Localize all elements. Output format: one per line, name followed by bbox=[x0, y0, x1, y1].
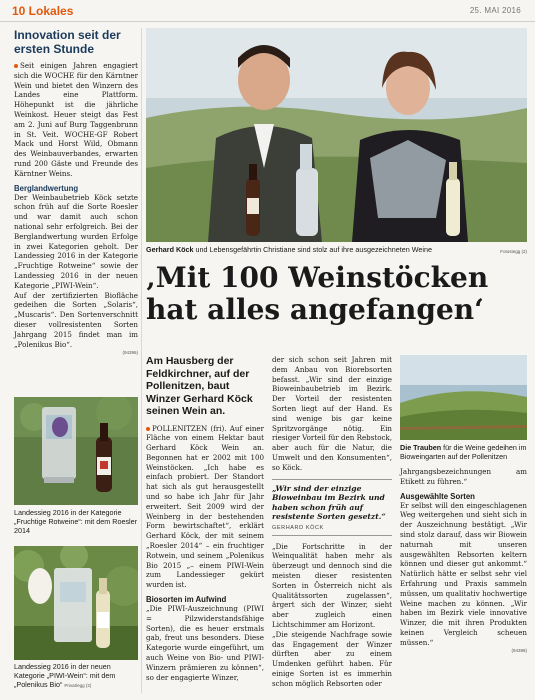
sidebar-intro-text: Seit einigen Jahren engagiert sich die WOCHE für den Kärntner Wein und bietet den Winzern des Landes eine Plattform. Höhepunkt ist die jährliche Weinkost. Heuer steigt das Fest am 2. Juni auf Burg Taggenbrunn in St. Veit. WOCHE-GF Robert Mack und Horst Wild, Obmann des Weinbauverbandes, erwarten rund 200 Gäste und Freunde des Kärntner Weins. bbox=[14, 61, 138, 178]
article-c3p2: Er selbst will den eingeschlagenen Weg weitergehen und sieht sich in der Auszeichnung bestätigt. „Wir sind stolz darauf, dass wir Biowein naturnah mit unseren ausgewählten Rebsorten keltern können und dieser gut ankommt.“ Natürlich hätte er selbst sehr viel Erfahrung und Praxis sammeln müssen, um qualitativ hochwertige Weine machen zu können. „Wir haben im Bezirk viele innovative Winzer, die mit ihren Produkten keinen Vergleich scheuen müssen.“ bbox=[400, 500, 527, 647]
pull-quote-author: GERHARD KÖCK bbox=[272, 524, 324, 531]
article-column-2 bbox=[272, 355, 392, 689]
grapes-caption bbox=[400, 443, 527, 461]
photo-piwi bbox=[14, 546, 138, 660]
photo-piwi-credit: Privat/egg (2) bbox=[64, 683, 92, 688]
wine-award-photo bbox=[14, 397, 138, 505]
section-title: 10 Lokales bbox=[12, 4, 74, 18]
article-subheading-1: Biosorten im Aufwind bbox=[146, 595, 227, 605]
piwi-award-photo bbox=[14, 546, 138, 660]
column-divider bbox=[141, 28, 142, 693]
article-c2p2: „Die Fortschritte in der Weinqualität haben mehr als überzeugt und dennoch sind die meisten dieser resistenten Sorten in Österreich nicht als Qualitätssorten zugelassen“, ärgert sich der Winzer, sieht aber zugleich einen Lichtschimmer am Horizont. bbox=[272, 541, 392, 629]
article-column-1 bbox=[146, 355, 264, 682]
page-header bbox=[0, 0, 535, 22]
article-c1p1-text: POLLENITZEN (fri). Auf einer Fläche von einem Hektar baut Gerhard Köck Wein an. Begonnen hat er 2002 mit 100 Weinstöcken. „Ich habe es einfach probiert. Der Standort hat sich als gut herausgestellt und so habe ich Jahr für Jahr erweitert. Seit 2009 wird der Weinberg in der bestehenden Form bewirtschaftet“, erklärt Gerhard Köck, der mit seinem „Roesler 2014“ – ein fruchtiger Rotwein, und seinem „Polenikus Bio 2015 „– einem PIWI-Wein zum Landessieger gekürt wurden ist. bbox=[146, 423, 264, 590]
article-lead: Am Hausberg der Feldkirchner, auf der Pollenitzen, baut Winzer Gerhard Köck seinen Wein an. bbox=[146, 355, 253, 417]
main-photo bbox=[146, 28, 527, 242]
photo-piwi-caption bbox=[14, 662, 138, 690]
sidebar-subheading: Berglandwertung bbox=[14, 183, 79, 193]
bullet-icon bbox=[14, 64, 18, 68]
article-c2p3: „Die steigende Nachfrage sowie das Engagement der Winzer dürften aber zu einem Umdenken geführt haben. Für einige Sorten ist es immerhin schon möglich Rebsorten oder bbox=[272, 629, 392, 688]
couple-portrait-photo bbox=[146, 28, 527, 242]
sidebar-paragraph-2: Auf der zertifizierten Biofläche gedeihen die Sorten „Solaris“, „Muscaris“. Den Sortenverschnitt dieser vollresistenten Sorten Jahrgang 2015 findet man im „Polenikus Bio“. bbox=[14, 290, 138, 349]
article-subheading-2: Ausgewählte Sorten bbox=[400, 491, 475, 501]
main-photo-credit: Fotostegg (2) bbox=[500, 249, 527, 254]
sidebar-title: Innovation seit der ersten Stunde bbox=[14, 28, 121, 56]
main-photo-caption-name: Gerhard Köck bbox=[146, 245, 194, 254]
article-c1p1 bbox=[146, 424, 264, 591]
article-c2p1: der sich schon seit Jahren mit dem Anbau von Biorebsorten befasst. „Wir sind der einzige Bioweinbaubetrieb im Bezirk. Der Vorteil der resistenten Sorten liegt auf der Hand. Es sind wenige bis gar keine Spritzvorgänge nötig. Ein riesiger Vorteil für den Rebstock, aber auch für die Natur, die Umwelt und den Konsumenten“, so Köck. bbox=[272, 355, 392, 472]
article-column-3 bbox=[400, 355, 527, 653]
sidebar-credit: (94396) bbox=[122, 350, 138, 356]
article-credit: (94398) bbox=[511, 647, 527, 653]
pull-quote bbox=[272, 479, 392, 536]
sidebar-intro bbox=[14, 61, 138, 179]
grapes-caption-text: für die Weine gedeihen im Bioweingarten auf der Pollenitzen bbox=[400, 443, 527, 461]
article-c1p2: „Die PIWI-Auszeichnung (PIWI = Pilzwiderstandsfähige Sorten), die es heuer erstmals gab, freut uns besonders. Diese Kategorie wurde eingeführt, um auch Weine von Bio- und PIWI-Winzern prämieren zu können“, so der engagierte Winzer, bbox=[146, 604, 264, 682]
article-c3p1: Jahrgangsbezeichnungen am Etikett zu führen.“ bbox=[400, 467, 527, 486]
photo-rotwein-caption: Landessieg 2016 in der Kategorie „Fruchtige Rotweine“: mit dem Roesler 2014 bbox=[14, 508, 138, 535]
main-photo-caption-text: und Lebensgefährtin Christiane sind stolz auf ihre ausgezeichneten Weine bbox=[193, 245, 432, 254]
issue-date: 25. MAI 2016 bbox=[469, 6, 521, 15]
grapes-photo bbox=[400, 355, 527, 440]
pull-quote-text: „Wir sind der einzige Bioweinbau im Bezirk und haben schon früh auf resistente Sorten gesetzt.“ bbox=[272, 483, 386, 522]
article-headline: ‚Mit 100 Weinstöcken hat alles angefangen‘ bbox=[146, 261, 489, 326]
sidebar-column bbox=[14, 28, 138, 355]
photo-rotwein bbox=[14, 397, 138, 505]
main-photo-caption bbox=[146, 245, 527, 256]
bullet-icon bbox=[146, 427, 150, 431]
vineyard-photo bbox=[400, 355, 527, 440]
grapes-caption-bold: Die Trauben bbox=[400, 443, 442, 452]
photo-piwi-caption-text: Landessieg 2016 in der neuen Kategorie „PIWI-Wein“: mit dem „Polenikus Bio“ bbox=[14, 662, 116, 689]
sidebar-paragraph-1: Der Weinbaubetrieb Köck setzte schon früh auf die Sorte Roesler und war damit auch schon national sehr erfolgreich. Bei der Berglandwertung wurden Erfolge in zwei Kategorien geholt. Der Landessieg 2016 in der Kategorie „Fruchtige Rotweine“ sowie der Landessieg 2016 in der neuen Kategorie „PIWI-Wein“. bbox=[14, 192, 138, 290]
